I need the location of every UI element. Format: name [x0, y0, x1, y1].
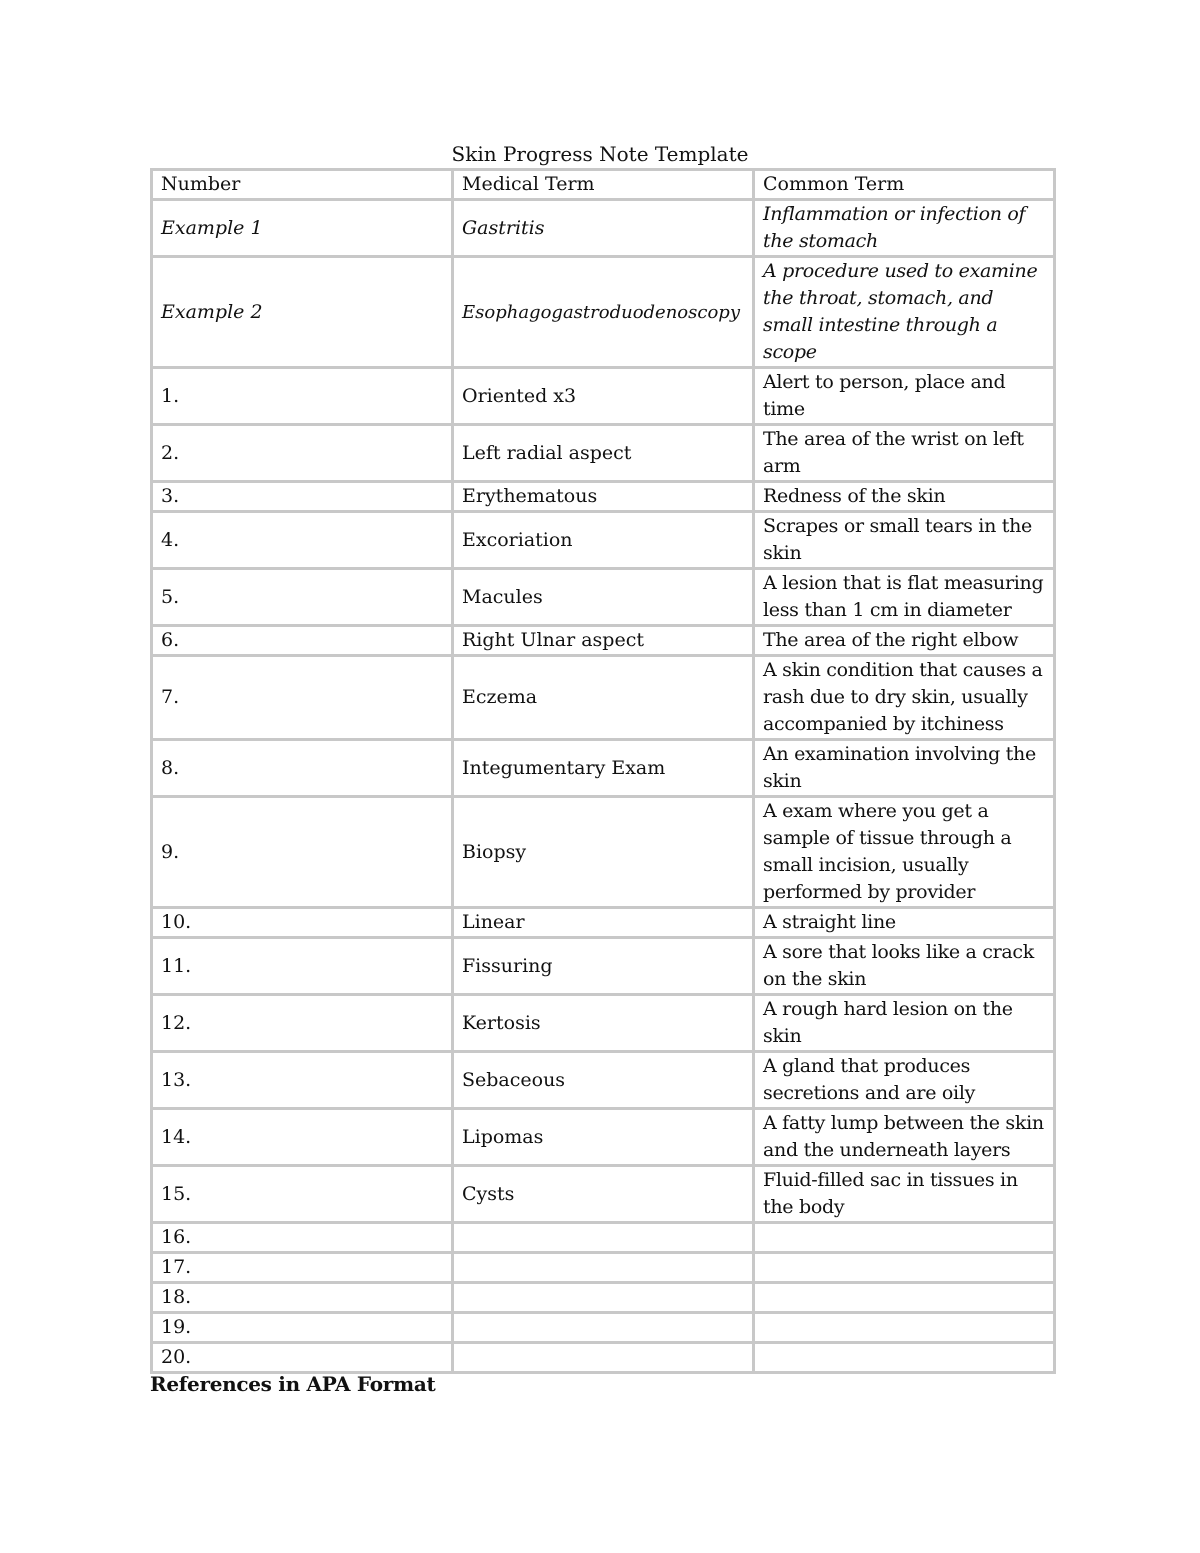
- row-number: 12.: [153, 996, 451, 1050]
- row-common-term: A procedure used to examine the throat, stomach, and small intestine through a scope: [755, 258, 1053, 366]
- table-row: [153, 426, 1053, 480]
- table-row: [153, 657, 1053, 738]
- table-row: [153, 201, 1053, 255]
- row-common-term: The area of the wrist on left arm: [755, 426, 1053, 480]
- table-row: [153, 1344, 1053, 1371]
- row-common-term: Redness of the skin: [755, 483, 1053, 510]
- row-medical-term: Macules: [454, 570, 752, 624]
- table-row: [153, 258, 1053, 366]
- row-medical-term: Oriented x3: [454, 369, 752, 423]
- table-row: [153, 483, 1053, 510]
- row-medical-term: Cysts: [454, 1167, 752, 1221]
- row-common-term: A gland that produces secretions and are oily: [755, 1053, 1053, 1107]
- row-medical-term: Sebaceous: [454, 1053, 752, 1107]
- row-medical-term: Right Ulnar aspect: [454, 627, 752, 654]
- row-common-term: [755, 1284, 1053, 1311]
- row-common-term: A skin condition that causes a rash due to dry skin, usually accompanied by itchiness: [755, 657, 1053, 738]
- row-common-term: A lesion that is flat measuring less than 1 cm in diameter: [755, 570, 1053, 624]
- terms-table: [150, 168, 1056, 1374]
- row-common-term: A rough hard lesion on the skin: [755, 996, 1053, 1050]
- row-number: 2.: [153, 426, 451, 480]
- row-common-term: Inflammation or infection of the stomach: [755, 201, 1053, 255]
- page-title: Skin Progress Note Template: [451, 142, 749, 166]
- row-medical-term: Biopsy: [454, 798, 752, 906]
- row-common-term: [755, 1344, 1053, 1371]
- row-number: 13.: [153, 1053, 451, 1107]
- table-row: [153, 1224, 1053, 1251]
- row-common-term: A sore that looks like a crack on the skin: [755, 939, 1053, 993]
- header-common-term: Common Term: [755, 171, 1053, 198]
- row-common-term: [755, 1314, 1053, 1341]
- row-number: 11.: [153, 939, 451, 993]
- table-row: [153, 369, 1053, 423]
- row-number: 4.: [153, 513, 451, 567]
- table-row: [153, 1284, 1053, 1311]
- row-medical-term: Linear: [454, 909, 752, 936]
- row-number: 6.: [153, 627, 451, 654]
- row-number: Example 1: [153, 201, 451, 255]
- table-row: [153, 1254, 1053, 1281]
- row-medical-term: Left radial aspect: [454, 426, 752, 480]
- row-medical-term: Kertosis: [454, 996, 752, 1050]
- row-medical-term: Gastritis: [454, 201, 752, 255]
- references-heading: References in APA Format: [150, 1372, 436, 1396]
- table-row: [153, 1167, 1053, 1221]
- row-common-term: A exam where you get a sample of tissue through a small incision, usually performed by provider: [755, 798, 1053, 906]
- row-common-term: Fluid-filled sac in tissues in the body: [755, 1167, 1053, 1221]
- row-medical-term: [454, 1254, 752, 1281]
- table-header-row: [153, 171, 1053, 198]
- table-row: [153, 741, 1053, 795]
- row-medical-term: Integumentary Exam: [454, 741, 752, 795]
- table-row: [153, 1314, 1053, 1341]
- table-row: [153, 513, 1053, 567]
- row-medical-term: Esophagogastroduodenoscopy: [454, 258, 752, 366]
- table-row: [153, 939, 1053, 993]
- row-number: 19.: [153, 1314, 451, 1341]
- row-number: 18.: [153, 1284, 451, 1311]
- row-number: 5.: [153, 570, 451, 624]
- row-common-term: A straight line: [755, 909, 1053, 936]
- table-row: [153, 570, 1053, 624]
- row-common-term: An examination involving the skin: [755, 741, 1053, 795]
- row-medical-term: [454, 1224, 752, 1251]
- row-common-term: Alert to person, place and time: [755, 369, 1053, 423]
- table-row: [153, 996, 1053, 1050]
- row-number: Example 2: [153, 258, 451, 366]
- table-row: [153, 1053, 1053, 1107]
- row-medical-term: Lipomas: [454, 1110, 752, 1164]
- row-medical-term: [454, 1284, 752, 1311]
- row-number: 15.: [153, 1167, 451, 1221]
- row-common-term: Scrapes or small tears in the skin: [755, 513, 1053, 567]
- row-number: 9.: [153, 798, 451, 906]
- row-number: 8.: [153, 741, 451, 795]
- row-number: 14.: [153, 1110, 451, 1164]
- row-number: 1.: [153, 369, 451, 423]
- row-number: 17.: [153, 1254, 451, 1281]
- row-common-term: The area of the right elbow: [755, 627, 1053, 654]
- row-medical-term: [454, 1314, 752, 1341]
- row-number: 20.: [153, 1344, 451, 1371]
- row-number: 16.: [153, 1224, 451, 1251]
- row-number: 7.: [153, 657, 451, 738]
- row-common-term: [755, 1224, 1053, 1251]
- row-medical-term: Fissuring: [454, 939, 752, 993]
- row-common-term: [755, 1254, 1053, 1281]
- table-row: [153, 909, 1053, 936]
- table-row: [153, 798, 1053, 906]
- row-number: 10.: [153, 909, 451, 936]
- row-common-term: A fatty lump between the skin and the underneath layers: [755, 1110, 1053, 1164]
- table-row: [153, 1110, 1053, 1164]
- table-row: [153, 627, 1053, 654]
- row-medical-term: Erythematous: [454, 483, 752, 510]
- row-medical-term: Eczema: [454, 657, 752, 738]
- header-medical-term: Medical Term: [454, 171, 752, 198]
- row-medical-term: Excoriation: [454, 513, 752, 567]
- header-number: Number: [153, 171, 451, 198]
- row-medical-term: [454, 1344, 752, 1371]
- row-number: 3.: [153, 483, 451, 510]
